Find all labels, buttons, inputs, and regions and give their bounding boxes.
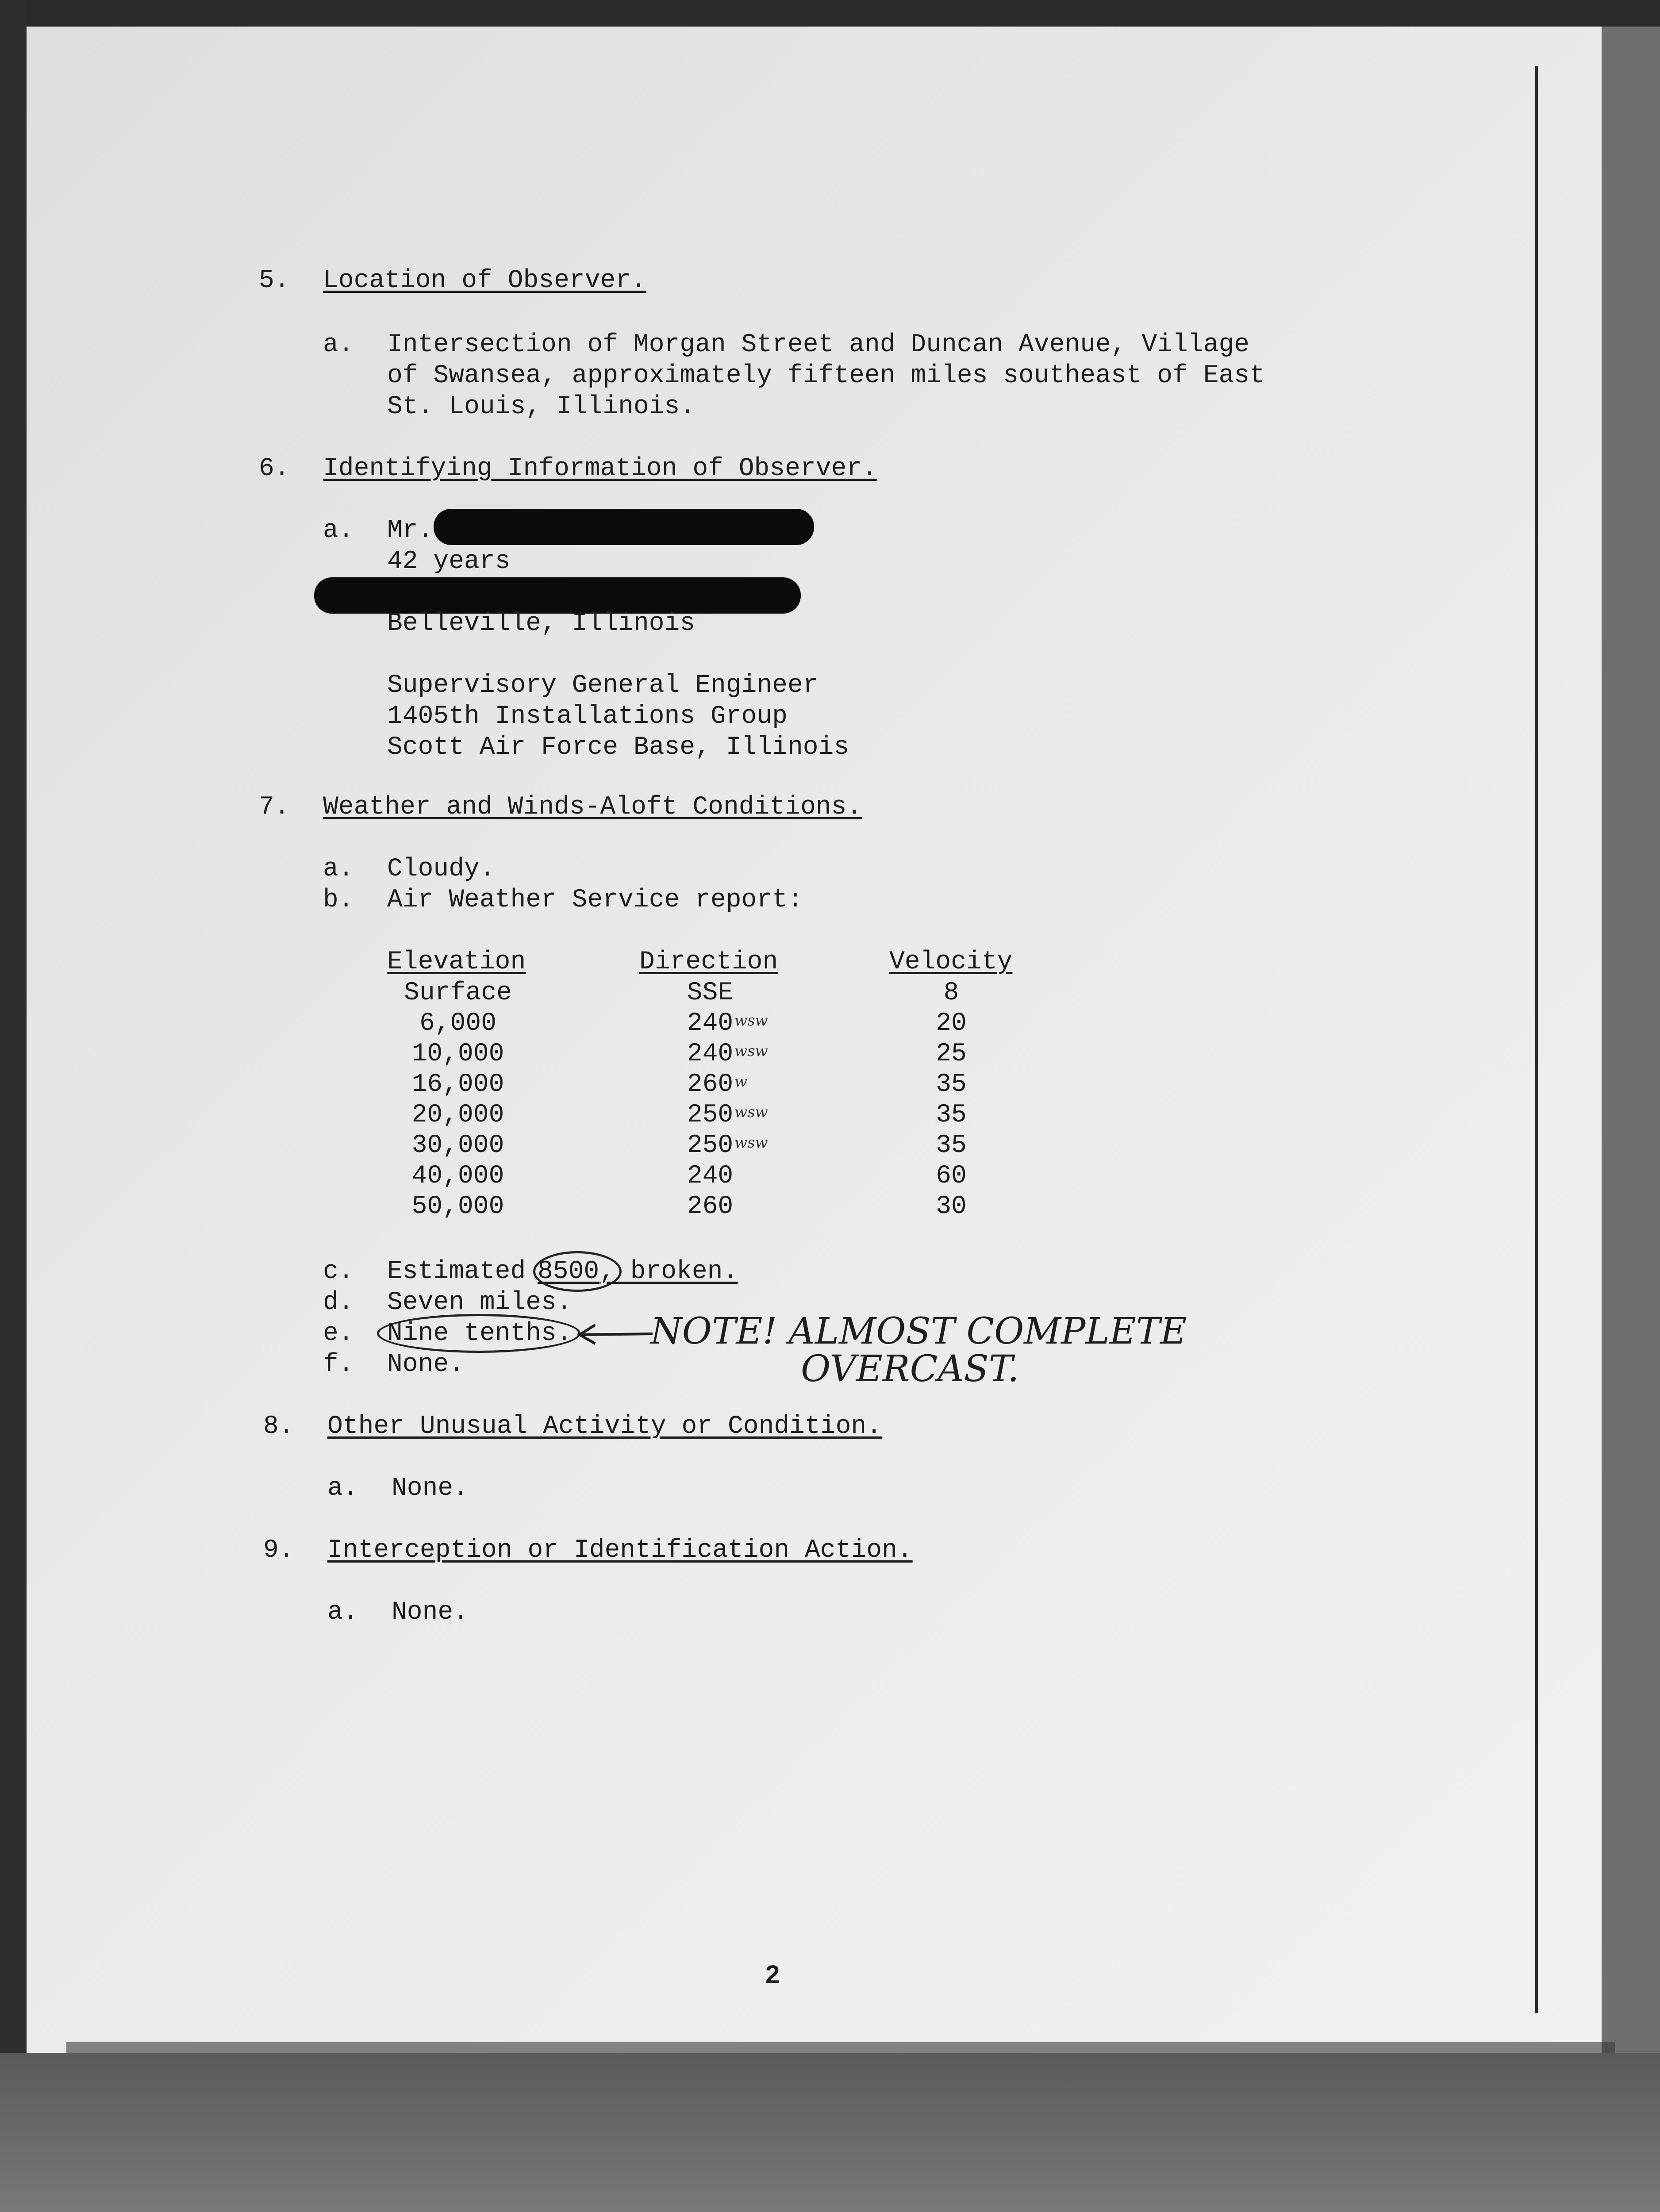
table-cell-direction: 240 — [687, 1040, 734, 1068]
section-5-a-line-3: St. Louis, Illinois. — [387, 392, 696, 421]
table-cell-velocity: 35 — [936, 1131, 967, 1160]
section-5-number: 5. — [259, 266, 290, 295]
section-9-a-label: a. — [327, 1598, 358, 1627]
observer-title-line-3: Scott Air Force Base, Illinois — [387, 733, 849, 762]
section-7-number: 7. — [259, 793, 290, 822]
handwritten-direction-annotation: wsw — [734, 1012, 768, 1029]
page-number: 2 — [765, 1960, 780, 1989]
visibility-value: Seven miles. — [387, 1288, 572, 1317]
table-cell-direction: 240 — [687, 1009, 734, 1038]
table-cell-elevation: Surface — [404, 979, 512, 1007]
handwritten-direction-annotation: wsw — [734, 1103, 768, 1121]
section-9-a-text: None. — [392, 1598, 469, 1627]
handwritten-arrow-icon — [575, 1321, 655, 1347]
table-cell-velocity: 35 — [936, 1101, 967, 1129]
weather-report-label: Air Weather Service report: — [387, 886, 803, 914]
observer-title-line-1: Supervisory General Engineer — [387, 671, 818, 700]
section-7-heading: Weather and Winds-Aloft Conditions. — [323, 793, 862, 822]
table-header-elevation: Elevation — [387, 948, 526, 976]
table-cell-velocity: 25 — [936, 1040, 967, 1068]
section-5-a-label: a. — [323, 330, 354, 359]
handwritten-direction-annotation: wsw — [734, 1134, 768, 1152]
table-cell-velocity: 60 — [936, 1162, 967, 1190]
handwritten-direction-annotation: w — [734, 1073, 748, 1091]
table-cell-elevation: 20,000 — [411, 1101, 504, 1129]
handwritten-note-line-1: NOTE! ALMOST COMPLETE — [650, 1310, 1187, 1352]
section-7-e-label: e. — [323, 1319, 354, 1348]
section-6-a-label: a. — [323, 516, 354, 545]
handwritten-note-line-2: OVERCAST. — [801, 1348, 1019, 1390]
table-cell-elevation: 40,000 — [411, 1162, 504, 1190]
table-cell-direction: 260 — [687, 1070, 734, 1099]
table-cell-direction: 240 — [687, 1162, 734, 1190]
table-cell-velocity: 20 — [936, 1009, 967, 1038]
section-9-number: 9. — [263, 1536, 294, 1565]
ceiling-suffix: , broken. — [599, 1257, 738, 1286]
cloud-cover-value: Nine tenths. — [387, 1319, 572, 1348]
section-7-b-label: b. — [323, 886, 354, 914]
section-5-a-line-1: Intersection of Morgan Street and Duncan Avenue, Village — [387, 330, 1250, 359]
section-6-number: 6. — [259, 454, 290, 483]
table-cell-elevation: 50,000 — [411, 1192, 504, 1221]
table-cell-elevation: 6,000 — [419, 1009, 497, 1038]
table-cell-direction: 260 — [687, 1192, 734, 1221]
section-8-a-label: a. — [327, 1474, 358, 1503]
section-8-heading: Other Unusual Activity or Condition. — [327, 1412, 882, 1441]
table-cell-direction: SSE — [687, 979, 734, 1007]
observer-city: Belleville, Illinois — [387, 609, 696, 638]
section-6-heading: Identifying Information of Observer. — [323, 454, 878, 483]
scan-top-edge — [0, 0, 1660, 27]
table-header-direction: Direction — [639, 948, 778, 976]
section-7-c-label: c. — [323, 1257, 354, 1286]
page-edge-line — [1535, 66, 1538, 2013]
table-cell-direction: 250 — [687, 1101, 734, 1129]
table-cell-velocity: 35 — [936, 1070, 967, 1099]
section-9-heading: Interception or Identification Action. — [327, 1536, 913, 1565]
ceiling-value: 8500 — [538, 1257, 599, 1286]
redaction-bar-name — [434, 509, 814, 545]
scan-left-edge — [0, 0, 27, 2079]
table-cell-velocity: 8 — [943, 979, 959, 1007]
section-7-a-label: a. — [323, 855, 354, 883]
section-8-a-text: None. — [392, 1474, 469, 1503]
section-7-d-label: d. — [323, 1288, 354, 1317]
section-5-a-line-2: of Swansea, approximately fifteen miles southeast of East — [387, 361, 1265, 390]
table-cell-direction: 250 — [687, 1131, 734, 1160]
table-cell-elevation: 16,000 — [411, 1070, 504, 1099]
section-7-f-label: f. — [323, 1350, 354, 1379]
observer-name-prefix: Mr. — [387, 516, 434, 545]
ceiling-prefix: Estimated — [387, 1257, 526, 1286]
weather-summary: Cloudy. — [387, 855, 495, 883]
observer-title-line-2: 1405th Installations Group — [387, 702, 788, 731]
observer-age: 42 years — [387, 547, 511, 576]
section-5-heading: Location of Observer. — [323, 266, 646, 295]
table-header-velocity: Velocity — [889, 948, 1013, 976]
section-8-number: 8. — [263, 1412, 294, 1441]
table-cell-velocity: 30 — [936, 1192, 967, 1221]
scan-background-strip — [0, 2053, 1660, 2212]
handwritten-direction-annotation: wsw — [734, 1042, 768, 1060]
table-cell-elevation: 10,000 — [411, 1040, 504, 1068]
thunderstorms-value: None. — [387, 1350, 465, 1379]
table-cell-elevation: 30,000 — [411, 1131, 504, 1160]
